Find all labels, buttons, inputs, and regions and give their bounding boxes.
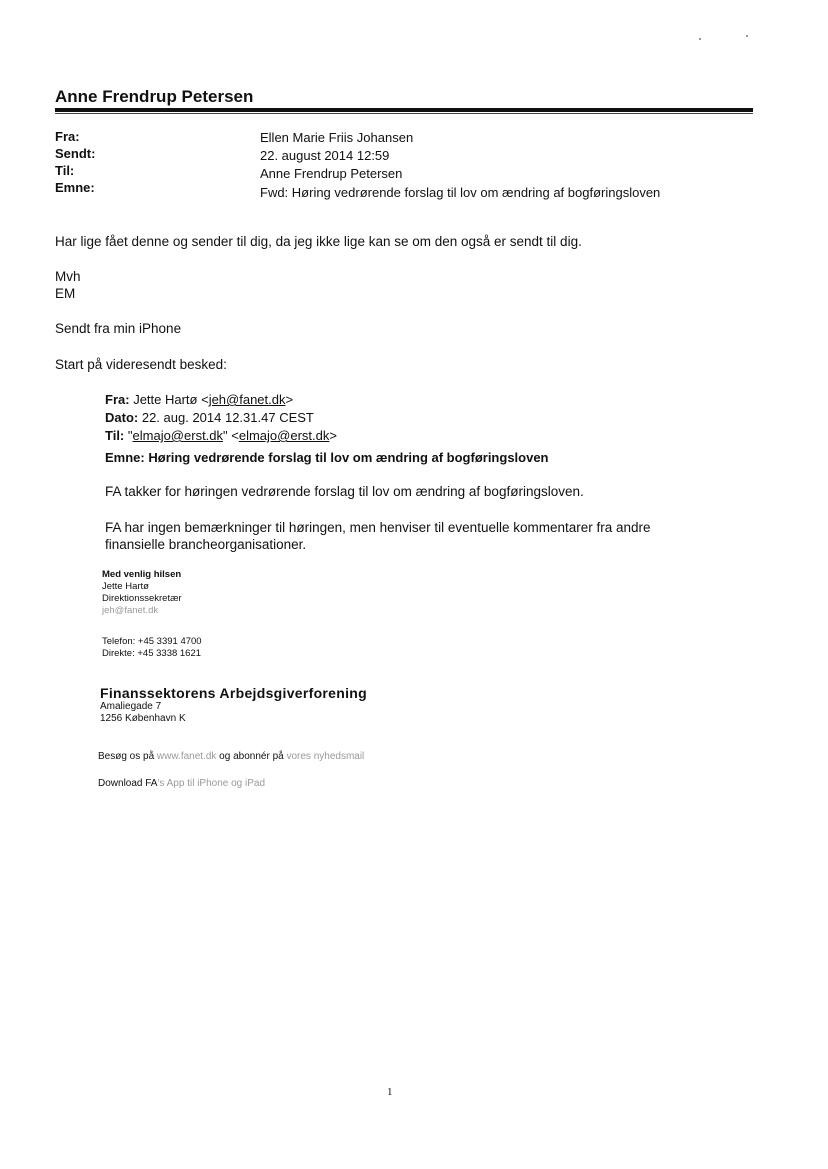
app-link[interactable]: 's App til iPhone og iPad [157, 778, 266, 789]
header-divider [55, 108, 753, 112]
sig-name: Jette Hartø [102, 581, 149, 592]
sig-email-link[interactable]: jeh@fanet.dk [102, 605, 159, 616]
fwd-to-email-2[interactable]: elmajo@erst.dk [238, 428, 330, 443]
fwd-to-quote-end: " < [223, 428, 239, 443]
fwd-to-label: Til: [105, 428, 125, 443]
subject-label: Emne: [55, 180, 95, 195]
visit-line [98, 751, 364, 762]
greeting: Mvh [55, 269, 81, 284]
message-line: Har lige fået denne og sender til dig, da jeg ikke lige kan se om den også er sendt til dig. [55, 234, 582, 249]
to-label: Til: [55, 163, 75, 178]
fwd-subject-value: Høring vedrørende forslag til lov om ændring af bogføringsloven [148, 450, 549, 465]
sig-direct-phone: Direkte: +45 3338 1621 [102, 648, 202, 659]
device-note: Sendt fra min iPhone [55, 321, 182, 336]
from-label: Fra: [55, 129, 80, 144]
fwd-to-quote: " [127, 428, 133, 443]
org-street: Amaliegade 7 [100, 701, 162, 712]
scan-speck [746, 35, 748, 37]
header-divider-thin [55, 113, 753, 114]
page-number: 1 [387, 1086, 393, 1098]
forward-intro: Start på videresendt besked: [55, 357, 227, 372]
sig-title: Direktionssekretær [102, 593, 182, 604]
sent-label: Sendt: [55, 146, 96, 161]
initials: EM [55, 286, 76, 301]
fwd-date-value: 22. aug. 2014 12.31.47 CEST [141, 410, 314, 425]
sig-closing: Med venlig hilsen [102, 569, 182, 580]
newsletter-link[interactable]: vores nyhedsmail [286, 751, 365, 762]
fwd-subject-line [105, 450, 549, 465]
fwd-subject-label: Emne: [105, 450, 145, 465]
fwd-paragraph-2-line-1: FA har ingen bemærkninger til høringen, men henviser til eventuelle kommentarer fra andre [105, 520, 651, 535]
page-owner-name: Anne Frendrup Petersen [55, 87, 254, 106]
fwd-paragraph-1: FA takker for høringen vedrørende forslag til lov om ændring af bogføringsloven. [105, 484, 584, 499]
org-name: Finanssektorens Arbejdsgiverforening [100, 685, 368, 701]
org-city: 1256 København K [100, 713, 186, 724]
sent-value: 22. august 2014 12:59 [260, 148, 390, 163]
fwd-to-end: > [329, 428, 337, 443]
fwd-paragraph-2-line-2: finansielle brancheorganisationer. [105, 537, 307, 552]
fwd-from-end: > [285, 392, 294, 407]
visit-prefix: Besøg os på [98, 751, 157, 762]
sig-phone: Telefon: +45 3391 4700 [102, 636, 202, 647]
fwd-date-line [105, 410, 314, 425]
fwd-date-label: Dato: [105, 410, 139, 425]
website-link[interactable]: www.fanet.dk [156, 751, 217, 762]
fwd-from-label: Fra: [105, 392, 130, 407]
to-value: Anne Frendrup Petersen [260, 166, 403, 181]
fwd-from-email[interactable]: jeh@fanet.dk [208, 392, 286, 407]
visit-mid: og abonnér på [216, 751, 287, 762]
fwd-to-line [105, 428, 337, 443]
subject-value: Fwd: Høring vedrørende forslag til lov om ændring af bogføringsloven [260, 185, 661, 200]
fwd-from-name: Jette Hartø < [133, 392, 209, 407]
fwd-to-email-1[interactable]: elmajo@erst.dk [132, 428, 224, 443]
fwd-from-line [105, 392, 293, 407]
scan-speck [699, 38, 701, 40]
download-prefix: Download FA [98, 778, 158, 789]
download-line [98, 778, 265, 789]
from-value: Ellen Marie Friis Johansen [260, 130, 414, 145]
